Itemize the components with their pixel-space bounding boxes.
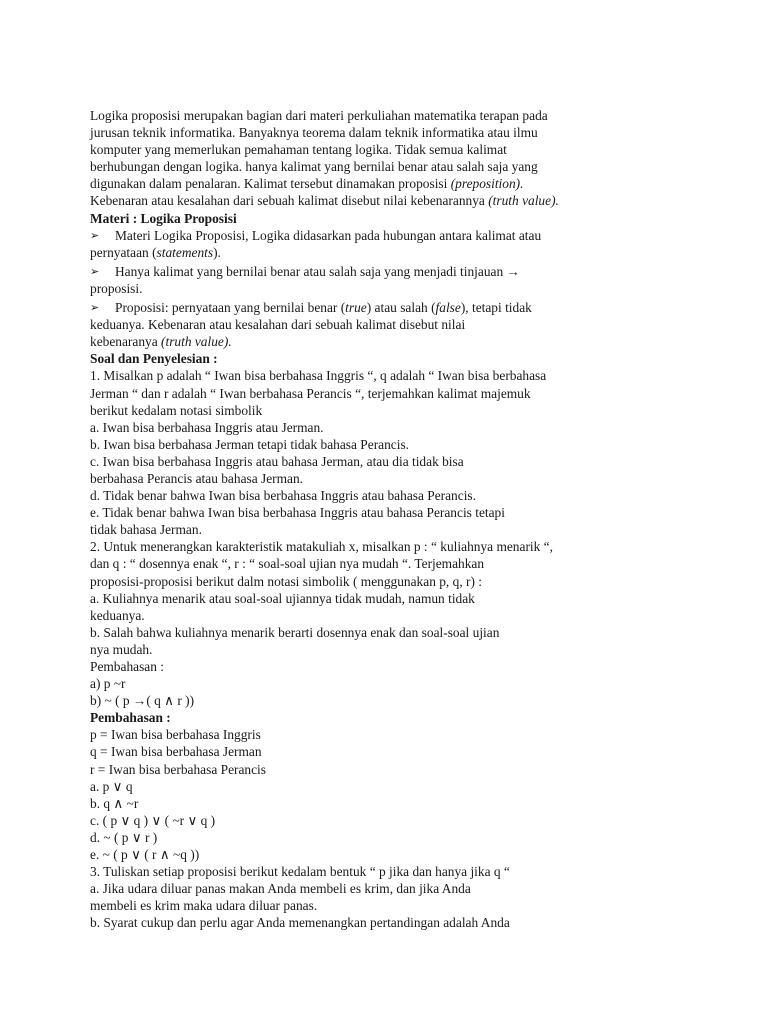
soal-heading: Soal dan Penyelesian : [90, 351, 218, 367]
text-line: b) ~ ( p →( q ∧ r )) [90, 693, 195, 709]
pembahasan-heading: Pembahasan : [90, 710, 171, 726]
text-line: b. q ∧ ~r [90, 795, 139, 811]
text-line: proposisi-proposisi berikut dalm notasi simbolik ( menggunakan p, q, r) : [90, 573, 483, 589]
text-line: d. Tidak benar bahwa Iwan bisa berbahasa Inggris atau bahasa Perancis. [90, 488, 476, 504]
materi-heading: Materi : Logika Proposisi [90, 210, 237, 226]
text-line: Hanya kalimat yang bernilai benar atau salah saja yang menjadi tinjauan → [115, 263, 520, 279]
text-line: d. ~ ( p ∨ r ) [90, 829, 158, 845]
text-line: c. ( p ∨ q ) ∨ ( ~r ∨ q ) [90, 812, 216, 828]
bullet-item [90, 299, 710, 316]
text-line: jurusan teknik informatika. Banyaknya teorema dalam teknik informatika atau ilmu [90, 125, 538, 141]
text-line: Jerman “ dan r adalah “ Iwan berbahasa Perancis “, terjemahkan kalimat majemuk [90, 385, 531, 401]
text-line: Kebenaran atau kesalahan dari sebuah kalimat disebut nilai kebenarannya (truth value). [90, 193, 559, 209]
text-line: komputer yang memerlukan pemahaman tentang logika. Tidak semua kalimat [90, 142, 507, 158]
text-line: 2. Untuk menerangkan karakteristik matakuliah x, misalkan p : “ kuliahnya menarik “, [90, 539, 553, 555]
text-line: nya mudah. [90, 641, 153, 657]
text-line: b. Salah bahwa kuliahnya menarik berarti dosennya enak dan soal-soal ujian [90, 624, 500, 640]
text-line: berikut kedalam notasi simbolik [90, 402, 263, 418]
text-line: a. Iwan bisa berbahasa Inggris atau Jerman. [90, 419, 324, 435]
text-line: dan q : “ dosennya enak “, r : “ soal-soal ujian nya mudah “. Terjemahkan [90, 556, 485, 572]
text-line: digunakan dalam penalaran. Kalimat tersebut dinamakan proposisi (preposition). [90, 176, 524, 192]
arrow-bullet-icon: ➢ [90, 301, 100, 315]
text-line: pernyataan (statements). [90, 244, 221, 260]
text-line: q = Iwan bisa berbahasa Jerman [90, 744, 262, 760]
intro-paragraph [90, 107, 710, 210]
text-line: membeli es krim maka udara diluar panas. [90, 898, 318, 914]
text-line: e. Tidak benar bahwa Iwan bisa berbahasa Inggris atau bahasa Perancis tetapi [90, 505, 505, 521]
text-line: b. Iwan bisa berbahasa Jerman tetapi tidak bahasa Perancis. [90, 436, 410, 452]
text-line: c. Iwan bisa berbahasa Inggris atau bahasa Jerman, atau dia tidak bisa [90, 453, 464, 469]
text-line: b. Syarat cukup dan perlu agar Anda memenangkan pertandingan adalah Anda [90, 915, 510, 931]
text-line: p = Iwan bisa berbahasa Inggris [90, 727, 261, 743]
document-page [90, 107, 710, 932]
text-line: keduanya. [90, 607, 145, 623]
text-line: berhubungan dengan logika. hanya kalimat yang bernilai benar atau salah saja yang [90, 159, 538, 175]
text-line: a. p ∨ q [90, 778, 133, 794]
text-line: a. Jika udara diluar panas makan Anda membeli es krim, dan jika Anda [90, 881, 471, 897]
text-line: tidak bahasa Jerman. [90, 522, 202, 538]
text-line: e. ~ ( p ∨ ( r ∧ ~q )) [90, 847, 200, 863]
bullet-item [90, 263, 710, 280]
arrow-bullet-icon: ➢ [90, 228, 100, 242]
text-line: berbahasa Perancis atau bahasa Jerman. [90, 470, 304, 486]
arrow-bullet-icon: ➢ [90, 264, 100, 278]
text-line: proposisi. [90, 280, 143, 296]
text-line: a) p ~r [90, 676, 126, 692]
text-line: r = Iwan bisa berbahasa Perancis [90, 761, 266, 777]
text-line: a. Kuliahnya menarik atau soal-soal ujiannya tidak mudah, namun tidak [90, 590, 475, 606]
text-line: Pembahasan : [90, 659, 165, 674]
italic-term: (truth value). [488, 193, 559, 209]
text-line: 3. Tuliskan setiap proposisi berikut kedalam bentuk “ p jika dan hanya jika q “ [90, 864, 510, 880]
text-line: Proposisi: pernyataan yang bernilai benar (true) atau salah (false), tetapi tidak [115, 300, 532, 316]
text-line: kebenaranya (truth value). [90, 334, 232, 350]
soal-section [90, 367, 710, 709]
text-line: keduanya. Kebenaran atau kesalahan dari sebuah kalimat disebut nilai [90, 317, 466, 333]
text-line: Logika proposisi merupakan bagian dari materi perkuliahan matematika terapan pada [90, 108, 548, 123]
pembahasan-section [90, 726, 710, 931]
bullet-item [90, 227, 710, 244]
text-line: 1. Misalkan p adalah “ Iwan bisa berbahasa Inggris “, q adalah “ Iwan bisa berbahasa [90, 368, 547, 384]
text-line: Materi Logika Proposisi, Logika didasarkan pada hubungan antara kalimat atau [115, 227, 542, 243]
italic-term: (preposition). [450, 176, 524, 192]
